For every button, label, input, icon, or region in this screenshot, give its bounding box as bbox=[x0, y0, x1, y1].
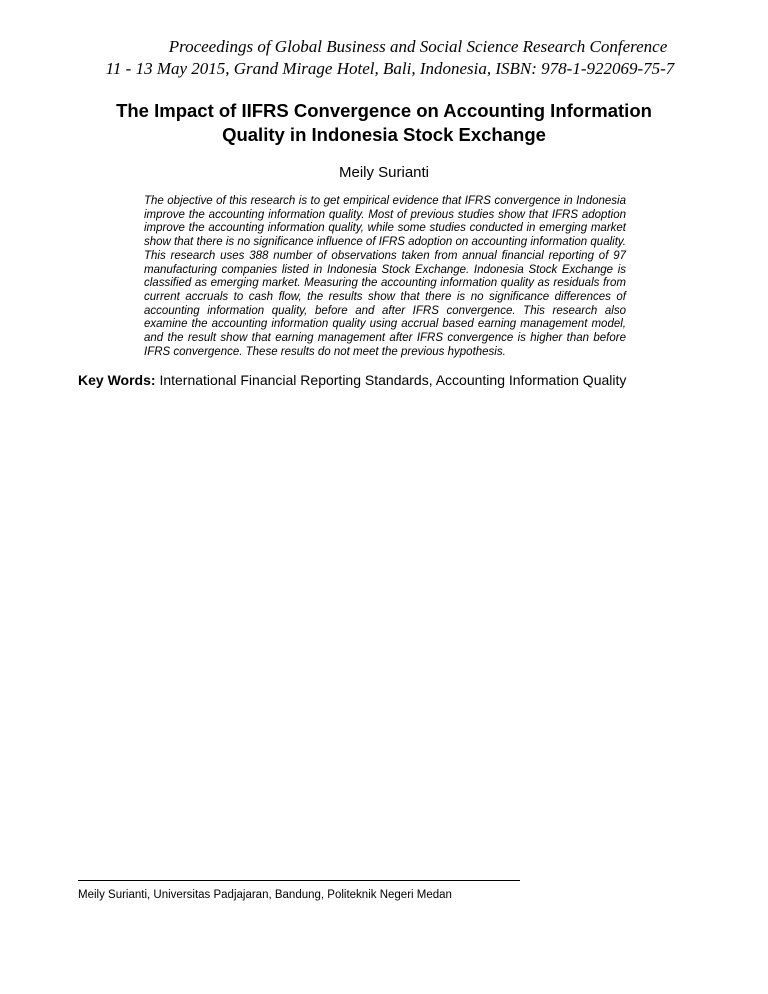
keywords-text: International Financial Reporting Standards, Accounting Information Quality bbox=[159, 372, 627, 388]
keywords-line bbox=[78, 371, 698, 389]
abstract-text: The objective of this research is to get empirical evidence that IFRS convergence in Indonesia improve the accounting information quality. Most of previous studies show that IFRS adoption improve the accounting information quality, while some studies conducted in emerging market show that there is no significance influence of IFRS adoption on accounting information quality. This research uses 388 number of observations taken from annual financial reporting of 97 manufacturing companies listed in Indonesia Stock Exchange. Indonesia Stock Exchange is classified as emerging market. Measuring the accounting information quality as residuals from current accruals to cash flow, the results show that there is no significance differences of accounting information quality, before and after IFRS convergence. This research also examine the accounting information quality using accrual based earning management model, and the result show that earning management after IFRS convergence is higher than before IFRS convergence. These results do not meet the previous hypothesis. bbox=[144, 195, 626, 358]
header-line-1: Proceedings of Global Business and Social Science Research Conference bbox=[168, 37, 668, 56]
title-line-2: Quality in Indonesia Stock Exchange bbox=[222, 124, 546, 145]
author-name: Meily Surianti bbox=[338, 164, 430, 181]
paper-title bbox=[60, 99, 708, 147]
conference-header bbox=[0, 36, 768, 80]
author-affiliation-footnote: Meily Surianti, Universitas Padjajaran, Bandung, Politeknik Negeri Medan bbox=[78, 889, 452, 901]
header-line-2: 11 - 13 May 2015, Grand Mirage Hotel, Bali, Indonesia, ISBN: 978-1-922069-75-7 bbox=[105, 59, 675, 78]
keywords-label: Key Words: bbox=[78, 372, 156, 388]
title-line-1: The Impact of IIFRS Convergence on Accounting Information bbox=[116, 100, 652, 121]
footnote-divider bbox=[78, 880, 520, 881]
